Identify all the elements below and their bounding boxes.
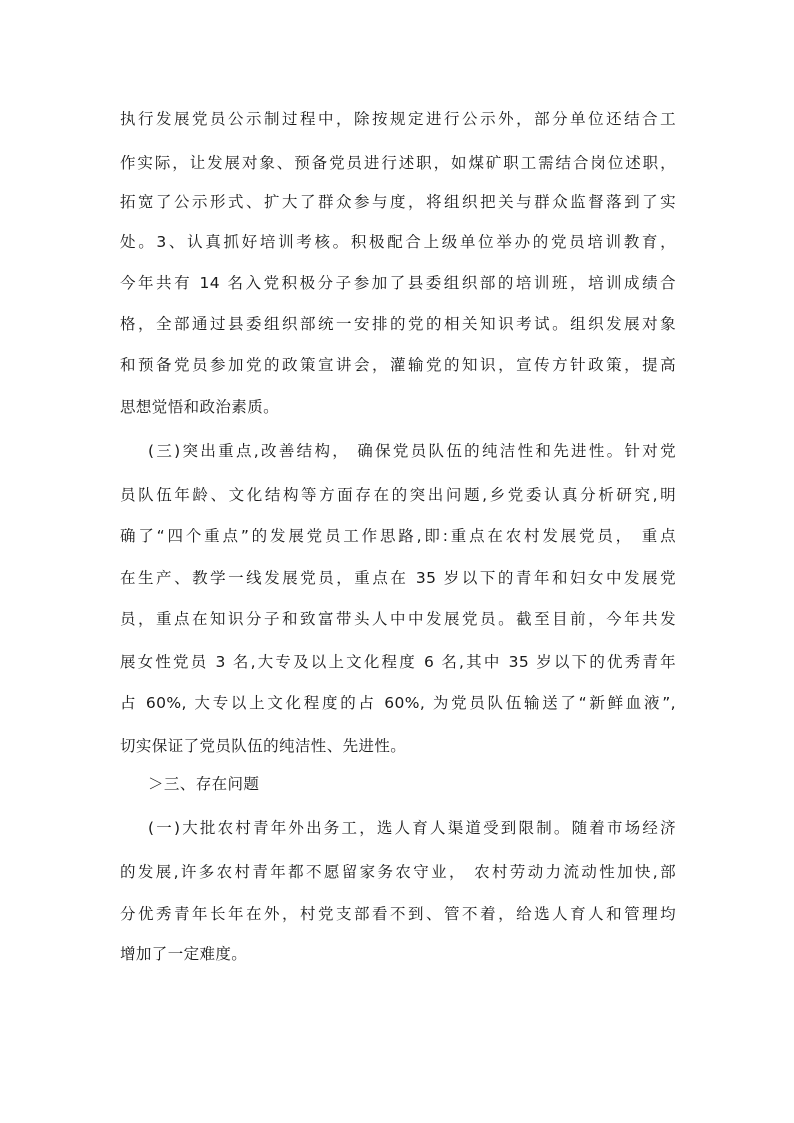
body-text-line: 展女性党员 3 名,大专及以上文化程度 6 名,其中 35 岁以下的优秀青年 xyxy=(120,653,676,671)
body-text-line: 作实际，让发展对象、预备党员进行述职，如煤矿职工需结合岗位述职， xyxy=(120,154,676,172)
body-text-line: 分优秀青年长年在外，村党支部看不到、管不着，给选人育人和管理均 xyxy=(120,905,676,923)
body-text-line: 员，重点在知识分子和致富带头人中中发展党员。截至目前，今年共发 xyxy=(120,610,676,628)
body-text-line: 占 60%, 大专以上文化程度的占 60%, 为党员队伍输送了“新鲜血液”, xyxy=(120,694,676,712)
body-text-line: 格，全部通过县委组织部统一安排的党的相关知识考试。组织发展对象 xyxy=(120,315,676,333)
body-text-line: 切实保证了党员队伍的纯洁性、先进性。 xyxy=(120,737,407,755)
section-paragraph-start: (一)大批农村青年外出务工，选人育人渠道受到限制。随着市场经济 xyxy=(148,819,676,837)
body-text-line: 处。3、认真抓好培训考核。积极配合上级单位举办的党员培训教育， xyxy=(120,233,676,251)
body-text-line: 增加了一定难度。 xyxy=(120,945,248,963)
body-text-line: 今年共有 14 名入党积极分子参加了县委组织部的培训班，培训成绩合 xyxy=(120,274,676,292)
body-text-line: 拓宽了公示形式、扩大了群众参与度，将组织把关与群众监督落到了实 xyxy=(120,193,676,211)
body-text-line: 员队伍年龄、文化结构等方面存在的突出问题,乡党委认真分析研究,明 xyxy=(120,486,676,504)
section-paragraph-start: (三)突出重点,改善结构， 确保党员队伍的纯洁性和先进性。针对党 xyxy=(148,442,676,460)
body-text-line: 在生产、教学一线发展党员，重点在 35 岁以下的青年和妇女中发展党 xyxy=(120,569,676,587)
body-text-line: 执行发展党员公示制过程中，除按规定进行公示外，部分单位还结合工 xyxy=(120,110,676,128)
body-text-line: 思想觉悟和政治素质。 xyxy=(120,398,280,416)
body-text-line: 确了“四个重点”的发展党员工作思路,即:重点在农村发展党员， 重点 xyxy=(120,527,676,545)
section-heading: ＞三、存在问题 xyxy=(148,775,260,793)
body-text-line: 的发展,许多农村青年都不愿留家务农守业， 农村劳动力流动性加快,部 xyxy=(120,863,676,881)
body-text-line: 和预备党员参加党的政策宣讲会，灌输党的知识，宣传方针政策，提高 xyxy=(120,356,676,374)
